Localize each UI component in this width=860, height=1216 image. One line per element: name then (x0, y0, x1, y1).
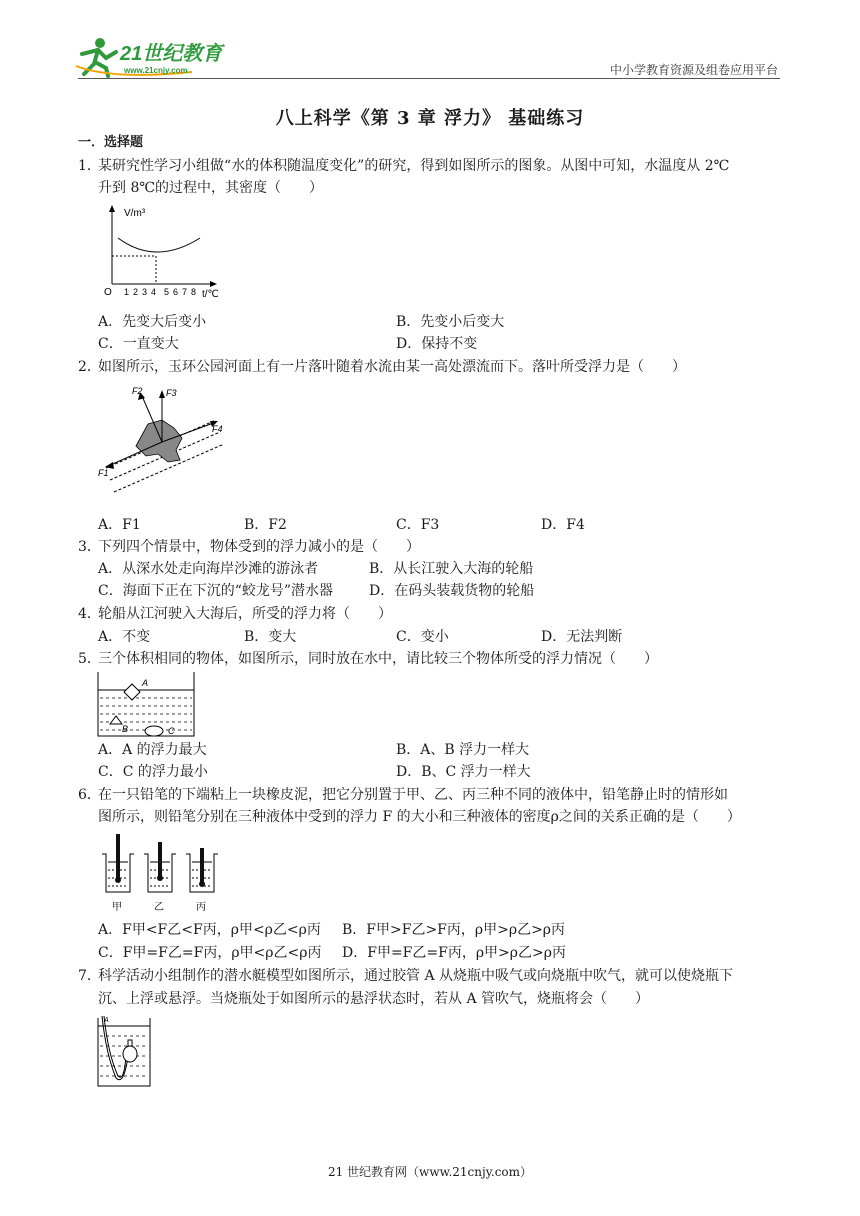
q5-three-objects-in-water (96, 672, 198, 738)
svg-text:A: A (142, 678, 149, 688)
q3-option-d[interactable]: D．在码头装载货物的轮船 (369, 583, 535, 599)
svg-text:B: B (122, 724, 129, 734)
q5-option-a[interactable]: A．A 的浮力最大 (98, 742, 207, 758)
question-4-number: 4． (78, 606, 101, 622)
q2-option-c[interactable]: C．F3 (396, 517, 440, 533)
question-4-line-1: 轮船从江河驶入大海后，所受的浮力将（ ） (98, 606, 392, 622)
q1-option-a[interactable]: A．先变大后变小 (98, 314, 207, 330)
svg-text:t/℃: t/℃ (202, 289, 219, 300)
svg-text:F2: F2 (132, 386, 143, 396)
q1-option-b[interactable]: B．先变小后变大 (396, 314, 505, 330)
svg-text:F3: F3 (166, 388, 177, 398)
svg-text:4: 4 (151, 287, 157, 297)
q7-submarine-model-diagram (96, 1014, 154, 1090)
q2-leaf-forces-diagram (96, 380, 236, 502)
q3-option-a[interactable]: A．从深水处走向海岸沙滩的游泳者 (98, 561, 319, 577)
question-7-line-2: 沉、上浮或悬浮。当烧瓶处于如图所示的悬浮状态时，若从 A 管吹气，烧瓶将会（ ） (98, 991, 650, 1007)
q6-pencil-in-three-liquids (96, 832, 226, 914)
question-6-line-1: 在一只铅笔的下端粘上一块橡皮泥，把它分别置于甲、乙、丙三种不同的液体中，铅笔静止时的情形如 (98, 787, 728, 803)
question-3-line-1: 下列四个情景中，物体受到的浮力减小的是（ ） (98, 539, 420, 555)
svg-text:2: 2 (133, 287, 139, 297)
site-logo (72, 34, 242, 78)
question-2-line-1: 如图所示，玉环公园河面上有一片落叶随着水流由某一高处漂流而下。落叶所受浮力是（ ） (98, 359, 686, 375)
svg-text:O: O (104, 287, 112, 298)
q1-volume-temperature-graph (98, 204, 228, 300)
svg-text:21世纪教育: 21世纪教育 (120, 43, 223, 65)
svg-text:F4: F4 (212, 424, 223, 434)
question-1-line-1: 某研究性学习小组做“水的体积随温度变化”的研究，得到如图所示的图象。从图中可知，水温度从 2℃ (98, 158, 730, 174)
q6-option-d[interactable]: D．F甲=F乙=F丙，ρ甲>ρ乙>ρ丙 (342, 945, 566, 961)
q3-option-c[interactable]: C．海面下正在下沉的“蛟龙号”潜水器 (98, 583, 334, 599)
q2-option-a[interactable]: A．F1 (98, 517, 141, 533)
q4-option-b[interactable]: B．变大 (244, 629, 297, 645)
svg-text:www.21cnjy.com: www.21cnjy.com (124, 66, 188, 75)
svg-text:8: 8 (191, 287, 197, 297)
question-1-line-2: 升到 8℃的过程中，其密度（ ） (98, 180, 324, 196)
svg-text:A: A (104, 1017, 109, 1024)
question-7-number: 7． (78, 968, 101, 984)
svg-text:3: 3 (142, 287, 148, 297)
svg-text:6: 6 (173, 287, 179, 297)
q1-option-c[interactable]: C．一直变大 (98, 336, 179, 352)
q1-option-d[interactable]: D．保持不变 (396, 336, 478, 352)
q6-option-b[interactable]: B．F甲>F乙>F丙，ρ甲>ρ乙>ρ丙 (342, 922, 566, 938)
q5-option-c[interactable]: C．C 的浮力最小 (98, 764, 208, 780)
q5-option-d[interactable]: D．B、C 浮力一样大 (396, 764, 531, 780)
svg-text:1: 1 (124, 287, 130, 297)
question-7-line-1: 科学活动小组制作的潜水艇模型如图所示，通过胶管 A 从烧瓶中吸气或向烧瓶中吹气，就可以使烧瓶下 (98, 968, 734, 984)
section-heading: 一．选择题 (78, 135, 144, 150)
question-5-number: 5． (78, 651, 101, 667)
page-footer: 21 世纪教育网（www.21cnjy.com） (327, 1165, 533, 1179)
q2-option-b[interactable]: B．F2 (244, 517, 287, 533)
svg-text:V/m³: V/m³ (124, 208, 146, 219)
question-6-number: 6． (78, 787, 101, 803)
q5-option-b[interactable]: B．A、B 浮力一样大 (396, 742, 530, 758)
svg-text:甲: 甲 (112, 902, 122, 913)
header-divider (78, 78, 780, 79)
question-6-line-2: 图所示，则铅笔分别在三种液体中受到的浮力 F 的大小和三种液体的密度ρ之间的关系正确的是（ ） (98, 809, 741, 825)
q4-option-d[interactable]: D．无法判断 (541, 629, 623, 645)
question-1-number: 1． (78, 158, 101, 174)
q6-option-a[interactable]: A．F甲<F乙<F丙，ρ甲<ρ乙<ρ丙 (98, 922, 321, 938)
question-2-number: 2． (78, 359, 101, 375)
q4-option-c[interactable]: C．变小 (396, 629, 449, 645)
q6-option-c[interactable]: C．F甲=F乙=F丙，ρ甲<ρ乙<ρ丙 (98, 945, 322, 961)
page-title: 八上科学《第 3 章 浮力》 基础练习 (275, 108, 585, 129)
q2-option-d[interactable]: D．F4 (541, 517, 585, 533)
platform-name: 中小学教育资源及组卷应用平台 (609, 63, 778, 77)
q3-option-b[interactable]: B．从长江驶入大海的轮船 (369, 561, 534, 577)
svg-text:丙: 丙 (196, 902, 206, 913)
svg-text:乙: 乙 (154, 902, 164, 913)
svg-text:C: C (168, 726, 175, 736)
svg-text:5: 5 (164, 287, 170, 297)
question-5-line-1: 三个体积相同的物体，如图所示，同时放在水中，请比较三个物体所受的浮力情况（ ） (98, 651, 658, 667)
q4-option-a[interactable]: A．不变 (98, 629, 151, 645)
svg-text:F1: F1 (98, 468, 109, 478)
question-3-number: 3． (78, 539, 101, 555)
svg-text:7: 7 (182, 287, 188, 297)
